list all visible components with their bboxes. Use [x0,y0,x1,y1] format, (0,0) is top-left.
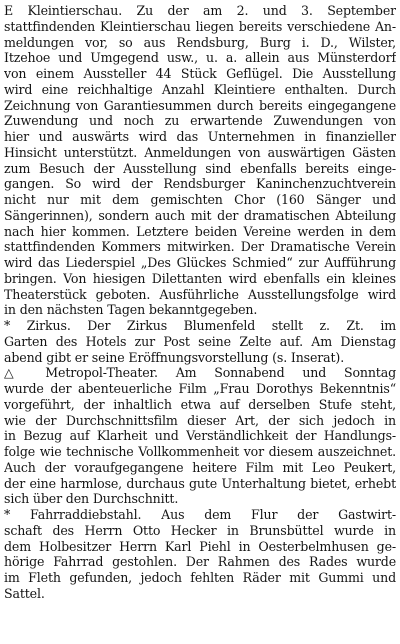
article-line: * Fahrraddiebstahl. Aus dem Flur der Gastwirt- [4,507,396,522]
article-line: wird eine reichhaltige Anzahl Kleintiere enthalten. Durch [4,81,396,97]
article-line: in Bezug auf Klarheit und Verständlichkeit der Handlungs- [4,428,396,444]
article-line: schaft des Herrn Otto Hecker in Brunsbüttel wurde in [4,522,396,538]
article-line: zum Besuch der Ausstellung sind ebenfalls bereits einge- [4,160,396,176]
newspaper-column [4,3,396,602]
article-line: von einem Aussteller 44 Stück Geflügel. Die Ausstellung [4,66,396,81]
article-line: Sängerinnen), sondern auch mit der dramatischen Abteilung [4,207,396,223]
article-line: folge wie technische Vollkommenheit vor diesem auszeichnet. [4,444,396,459]
article-line: wurde der abenteuerliche Film „Frau Dorothys Bekenntnis“ [4,381,396,396]
article-line: Hinsicht unterstützt. Anmeldungen von auswärtigen Gästen [4,144,396,160]
article-line: stattfindenden Kommers mitwirken. Der Dramatische Verein [4,239,396,255]
article-line: Garten des Hotels zur Post seine Zelte auf. Am Dienstag [4,333,396,349]
article-line: sich über den Durchschnitt. [4,491,179,507]
article-line: nicht nur mit dem gemischten Chor (160 Sänger und [4,192,396,207]
article-line: nach hier kommen. Letztere beiden Vereine werden in dem [4,223,396,239]
article-line: △ Metropol-Theater. Am Sonnabend und Sonntag [4,365,396,381]
article-line: Zuwendung und noch zu erwartende Zuwendungen von [4,113,396,129]
article-line: stattfindenden Kleintierschau liegen bereits verschiedene An- [4,18,396,34]
article-line: im Fleth gefunden, jedoch fehlten Räder mit Gummi und [4,570,396,585]
article-line: gangen. So wird der Rendsburger Kaninchenzuchtverein [4,176,396,192]
article-line: Zeichnung von Garantiesummen durch bereits eingegangene [4,97,396,113]
article-line: hier und auswärts wird das Unternehmen in finanzieller [4,129,396,144]
article-line: vorgeführt, der inhaltlich etwa auf derselben Stufe steht, [4,396,396,412]
article-line: Itzehoe und Umgegend usw., u. a. allein aus Münsterdorf [4,50,396,66]
article-line: hörige Fahrrad gestohlen. Der Rahmen des Rades wurde [4,554,396,570]
article-metropol-theater [4,365,396,507]
article-line: der eine harmlose, durchaus gute Unterhaltung bietet, erhebt [4,475,396,491]
article-line: Sattel. [4,585,45,601]
article-line: bringen. Von hiesigen Dilettanten wird ebenfalls ein kleines [4,270,396,286]
article-line: E Kleintierschau. Zu der am 2. und 3. September [4,3,396,18]
article-line: in den nächsten Tagen bekanntgegeben. [4,302,258,318]
article-line: dem Holbesitzer Herrn Karl Piehl in Oesterbelmhusen ge- [4,538,396,554]
article-line: Theaterstück geboten. Ausführliche Ausstellungsfolge wird [4,286,396,302]
article-line: meldungen vor, so aus Rendsburg, Burg i. D., Wilster, [4,34,396,50]
article-zirkus [4,318,396,365]
article-line: abend gibt er seine Eröffnungsvorstellung (s. Inserat). [4,349,345,365]
article-line: wie der Durchschnittsfilm dieser Art, der sich jedoch in [4,412,396,428]
article-fahrraddiebstahl [4,507,396,602]
article-line: wird das Liederspiel „Des Glückes Schmied“ zur Aufführung [4,255,396,270]
article-kleintierschau [4,3,396,318]
article-line: * Zirkus. Der Zirkus Blumenfeld stellt z. Zt. im [4,318,396,333]
article-line: Auch der voraufgegangene heitere Film mit Leo Peukert, [4,459,396,475]
